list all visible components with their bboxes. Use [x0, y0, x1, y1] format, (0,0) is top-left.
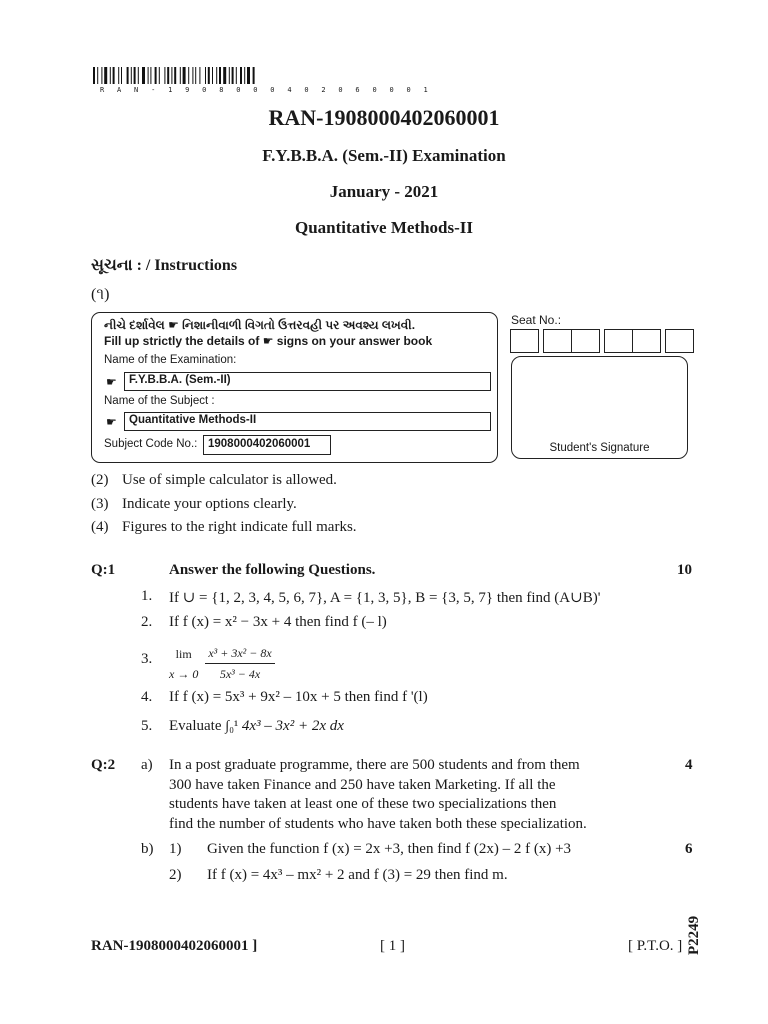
pointing-hand-icon: ☛ [106, 375, 117, 389]
fraction-denominator: 5x³ − 4x [219, 667, 261, 681]
question-1-title: Answer the following Questions. [169, 562, 376, 578]
q1-item-number: 3. [141, 651, 153, 667]
seat-number-label: Seat No.: [511, 313, 562, 327]
limit-expression [169, 643, 275, 684]
q2-part-b-label: b) [141, 841, 154, 857]
vertical-paper-code: P2249 [686, 915, 702, 955]
limit-word: lim [175, 646, 192, 661]
q2-b-item-text: If f (x) = 4x³ – mx² + 2 and f (3) = 29 then find m. [207, 867, 508, 883]
seat-digit-box [604, 329, 633, 353]
q1-item-text: If f (x) = x² − 3x + 4 then find f (– l) [169, 614, 387, 630]
q1-item-number: 5. [141, 718, 153, 734]
subject-title: Quantitative Methods-II [294, 218, 474, 237]
q1-item-number: 1. [141, 588, 153, 604]
q1-item-number: 4. [141, 689, 153, 705]
gujarati-instruction-line: નીચે દર્શાવેલ ☛ નિશાનીવાળી વિગતો ઉત્તરવહી પર અવશ્ય લખવી. [104, 318, 416, 332]
please-turn-over: [ P.T.O. ] [628, 938, 683, 954]
integral-sign: ∫₀¹ [225, 719, 239, 734]
seat-digit-box [543, 329, 572, 353]
signature-box [511, 356, 688, 459]
instruction-rule: (2) Use of simple calculator is allowed. [91, 472, 337, 488]
page-number: [ 1 ] [380, 938, 405, 954]
seat-digit-box [571, 329, 600, 353]
q1-item-text: Evaluate ∫₀¹ 4x³ – 3x² + 2x dx [169, 718, 344, 734]
q2-part-a-text: In a post graduate programme, there are 500 students and from them 300 have taken Finance and 250 have taken Marketing. If all the students have taken at least one of these two specializations then find the number of students who have taken both these specialization. [169, 757, 587, 832]
fraction-numerator: x³ + 3x² − 8x [205, 643, 274, 664]
limit-subscript: x → 0 [169, 666, 199, 681]
subject-name-field: Quantitative Methods-II [124, 412, 491, 431]
q2-part-a-marks: 4 [685, 757, 693, 773]
ran-code-title: RAN-1908000402060001 [268, 105, 500, 130]
instruction-rule: (4) Figures to the right indicate full marks. [91, 519, 357, 535]
pointing-hand-icon: ☛ [106, 415, 117, 429]
exam-name-label: Name of the Examination: [104, 354, 237, 366]
exam-date: January - 2021 [329, 182, 439, 201]
q2-part-a-label: a) [141, 757, 153, 773]
q1-item-text: If f (x) = 5x³ + 9x² – 10x + 5 then find f '(l) [169, 689, 428, 705]
instruction-rule: (3) Indicate your options clearly. [91, 496, 297, 512]
signature-label: Student's Signature [549, 442, 650, 454]
exam-title: F.Y.B.B.A. (Sem.-II) Examination [262, 146, 506, 165]
subject-code-label: Subject Code No.: [104, 438, 198, 450]
seat-number-boxes [510, 329, 694, 353]
q2-b-item-number: 2) [169, 867, 182, 883]
instruction-number-1: (૧) [91, 286, 110, 303]
q2-b-item-text: Given the function f (x) = 2x +3, then find f (2x) – 2 f (x) +3 [207, 841, 572, 857]
seat-digit-box [632, 329, 661, 353]
barcode [93, 67, 311, 84]
limit-fraction [205, 643, 274, 684]
exam-name-field: F.Y.B.B.A. (Sem.-II) [124, 372, 491, 391]
q2-part-b-marks: 6 [685, 841, 693, 857]
footer-ran-code: RAN-1908000402060001 ] [91, 938, 258, 954]
answer-book-details-box [91, 312, 498, 463]
q1-item-number: 2. [141, 614, 153, 630]
subject-name-label: Name of the Subject : [104, 395, 215, 407]
english-instruction-line: Fill up strictly the details of ☛ signs on your answer book [104, 334, 433, 348]
question-1-marks: 10 [677, 562, 692, 578]
q1-item-text: If ∪ = {1, 2, 3, 4, 5, 6, 7}, A = {1, 3, 5}, B = {3, 5, 7} then find (A∪B)' [169, 590, 601, 606]
instructions-heading: સૂચના : / Instructions [91, 257, 238, 274]
q2-b-item-number: 1) [169, 841, 182, 857]
seat-digit-box [510, 329, 539, 353]
question-1-label: Q:1 [91, 562, 116, 578]
seat-digit-box [665, 329, 694, 353]
barcode-text: R A N - 1 9 0 8 0 0 0 4 0 2 0 6 0 0 0 1 [100, 86, 433, 94]
question-2-label: Q:2 [91, 757, 116, 773]
subject-code-field: 1908000402060001 [203, 435, 331, 455]
